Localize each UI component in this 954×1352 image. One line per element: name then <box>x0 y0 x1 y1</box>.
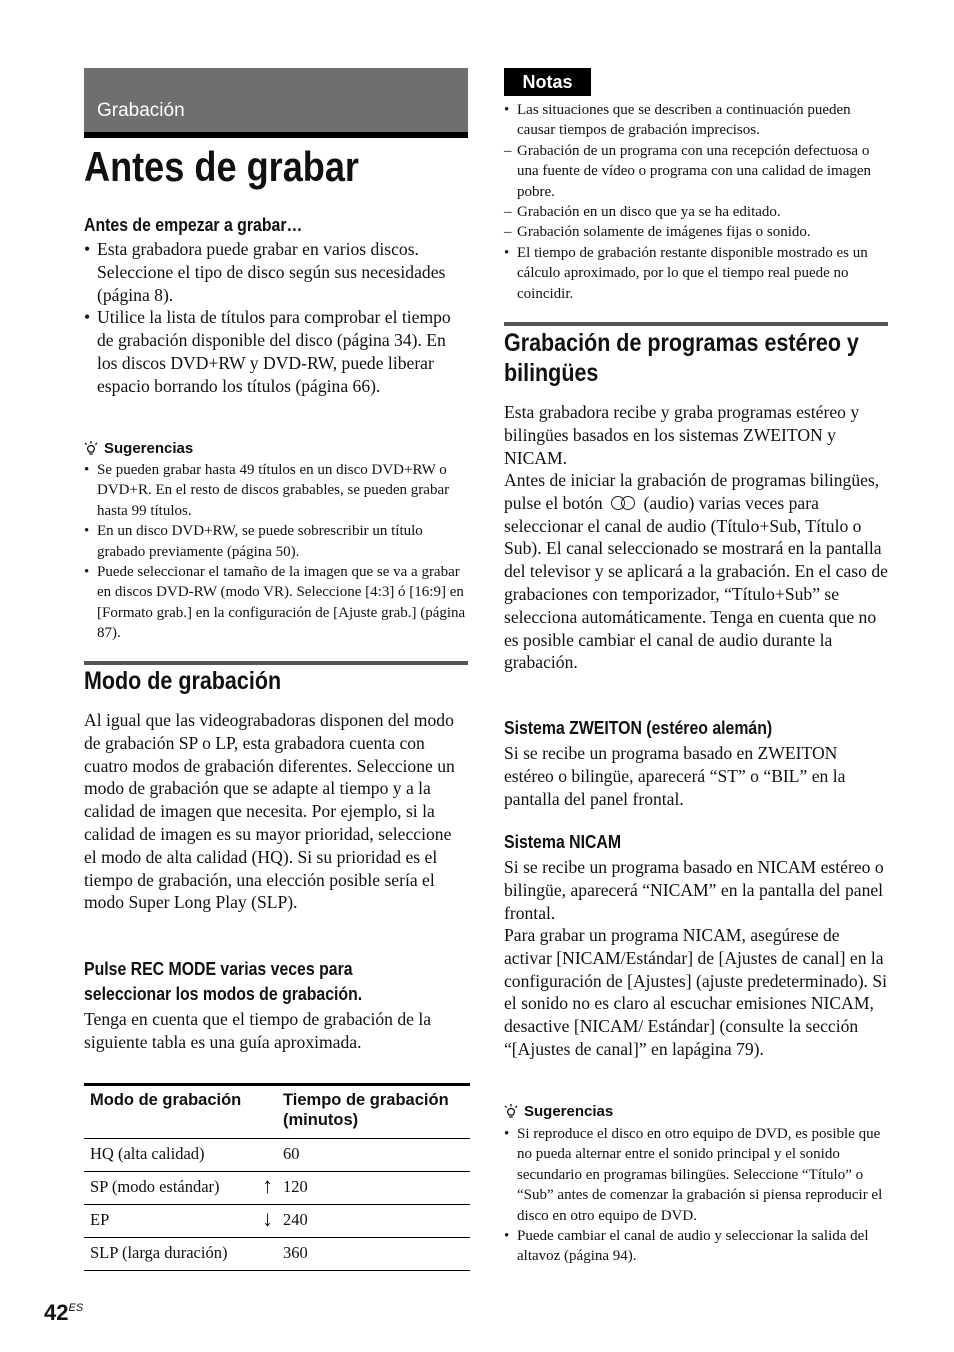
tip-item: • En un disco DVD+RW, se puede sobrescribir un título grabado previamente (página 50). <box>84 521 468 562</box>
table-header-mode: Modo de grabación <box>90 1091 242 1109</box>
step-paragraph: Tenga en cuenta que el tiempo de grabación de la siguiente tabla es una guía aproximada. <box>84 1009 432 1052</box>
page-title: Antes de grabar <box>84 143 359 190</box>
section-band-label: Grabación <box>97 100 185 121</box>
table-cell-mode: EP ↓ <box>84 1205 277 1238</box>
page-language-suffix: ES <box>68 1302 84 1314</box>
intro-bullet: • Utilice la lista de títulos para comprobar el tiempo de grabación disponible del disco (página 34). En los discos DVD+RW y DVD-RW, puede liberar espacio borrando los títulos (página 66). <box>84 306 468 397</box>
table-cell-mode: SLP (larga duración) <box>84 1238 277 1271</box>
zweiton-heading: Sistema ZWEITON (estéreo alemán) <box>504 718 773 738</box>
tips-list-right <box>504 1124 888 1267</box>
tip-bulb-icon <box>504 1104 518 1120</box>
table-cell-time: 60 <box>277 1139 470 1172</box>
stereo-heading-line1: Grabación de programas estéreo y <box>504 329 859 357</box>
intro-bullet-list <box>84 238 468 398</box>
table-row <box>84 1172 470 1205</box>
tip-bulb-icon <box>84 441 98 457</box>
tips-label: Sugerencias <box>104 440 194 457</box>
tips-list-left <box>84 460 468 644</box>
mode-paragraph: Al igual que las videograbadoras disponen del modo de grabación SP o LP, esta grabadora cuenta con cuatro modos de grabación diferentes. Seleccione un modo de grabación que se adapte al tiempo y a la calidad de imagen que necesita. Por ejemplo, si la calidad de imagen es su mayor prioridad, seleccione el modo de alta calidad (HQ). Si su prioridad es el tiempo de grabación, una elección posible sería el modo Super Long Play (SLP). <box>84 710 455 913</box>
table-header-time: Tiempo de grabación (minutos) <box>283 1091 449 1129</box>
audio-button-icon <box>609 496 637 510</box>
table-header-row <box>84 1086 470 1139</box>
note-item: • Las situaciones que se describen a continuación pueden causar tiempos de grabación imprecisos. – Grabación de un programa con una recepción defectuosa o una fuente de vídeo o programa con una calidad de imagen pobre. – Grabación en un disco que ya se ha editado. – Grabación solamente de imágenes fijas o sonido. <box>504 100 888 243</box>
up-arrow-icon: ↑ <box>262 1173 273 1198</box>
tip-item: • Puede seleccionar el tamaño de la imagen que se va a grabar en discos DVD-RW (modo VR). Seleccione [4:3] ó [16:9] en [Formato grab.] en la configuración de [Ajuste grab.] (página 87). <box>84 562 468 644</box>
stereo-paragraph-1: Esta grabadora recibe y graba programas estéreo y bilingües basados en los sistemas ZWEITON y NICAM. <box>504 402 860 468</box>
table-cell-time: 120 <box>277 1172 470 1205</box>
tip-item: • Se pueden grabar hasta 49 títulos en un disco DVD+RW o DVD+R. En el resto de discos grabables, se pueden grabar hasta 99 títulos. <box>84 460 468 521</box>
intro-bullet: • Esta grabadora puede grabar en varios discos. Seleccione el tipo de disco según sus necesidades (página 8). <box>84 238 468 306</box>
page-number: $42^{ES}$ <box>44 1300 84 1325</box>
section-band-rule <box>84 132 468 138</box>
intro-heading: Antes de empezar a grabar… <box>84 215 303 235</box>
stereo-paragraph-2: Antes de iniciar la grabación de programas bilingües, pulse el botón (audio) varias veces para seleccionar el canal de audio (Título+Sub, Título o Sub). El canal seleccionado se mostrará en la pantalla del televisor y se aplicará a la grabación. En el caso de grabaciones con temporizador, “Título+Sub” se selecciona automáticamente. Tenga en cuenta que no es posible cambiar el canal de audio durante la grabación. <box>504 470 888 673</box>
note-subitem: – Grabación de un programa con una recepción defectuosa o una fuente de vídeo o programa con una calidad de imagen pobre. <box>504 141 888 202</box>
note-sublist <box>504 141 888 243</box>
table-row <box>84 1139 470 1172</box>
tip-item: • Puede cambiar el canal de audio y seleccionar la salida del altavoz (página 94). <box>504 1226 888 1267</box>
nicam-heading: Sistema NICAM <box>504 832 622 852</box>
tips-heading-right <box>504 1103 613 1120</box>
nicam-paragraph-2: Para grabar un programa NICAM, asegúrese de activar [NICAM/Estándar] de [Ajustes de canal] en la configuración de [Ajustes] (ajuste predeterminado). Si el sonido no es claro al escuchar emisiones NICAM, desactive [NICAM/ Estándar] (consulte la sección “[Ajustes de canal]” en lapágina 79). <box>504 925 888 1059</box>
tips-label: Sugerencias <box>524 1103 614 1120</box>
table-cell-mode: HQ (alta calidad) <box>84 1139 277 1172</box>
stereo-heading-line2: bilingües <box>504 359 599 387</box>
table-cell-time: 360 <box>277 1238 470 1271</box>
step-heading-line2: seleccionar los modos de grabación. <box>84 984 363 1004</box>
table-cell-time: 240 <box>277 1205 470 1238</box>
notes-label: Notas <box>504 68 591 96</box>
nicam-paragraph-1: Si se recibe un programa basado en NICAM estéreo o bilingüe, aparecerá “NICAM” en la pantalla del panel frontal. <box>504 857 884 923</box>
zweiton-paragraph: Si se recibe un programa basado en ZWEITON estéreo o bilingüe, aparecerá “ST” o “BIL” en la pantalla del panel frontal. <box>504 743 846 809</box>
note-subitem: – Grabación solamente de imágenes fijas o sonido. <box>504 222 888 242</box>
tips-heading-left <box>84 440 193 457</box>
recording-modes-table <box>84 1086 470 1271</box>
note-item: • El tiempo de grabación restante disponible mostrado es un cálculo aproximado, por lo que el tiempo real puede no coincidir. <box>504 243 888 304</box>
table-row <box>84 1205 470 1238</box>
tip-item: • Si reproduce el disco en otro equipo de DVD, es posible que no pueda alternar entre el sonido principal y el sonido secundario en programas bilingües. Seleccione “Título” o “Sub” antes de comenzar la grabación si piensa reproducir el disco en otro equipo de DVD. <box>504 1124 888 1226</box>
notes-block <box>504 100 888 304</box>
note-subitem: – Grabación en un disco que ya se ha editado. <box>504 202 888 222</box>
step-heading-line1: Pulse REC MODE varias veces para <box>84 959 353 979</box>
mode-heading: Modo de grabación <box>84 667 282 695</box>
mode-heading-rule <box>84 661 468 665</box>
table-row <box>84 1238 470 1271</box>
down-arrow-icon: ↓ <box>262 1206 273 1231</box>
stereo-heading-rule <box>504 322 888 326</box>
table-cell-mode: SP (modo estándar) ↑ <box>84 1172 277 1205</box>
